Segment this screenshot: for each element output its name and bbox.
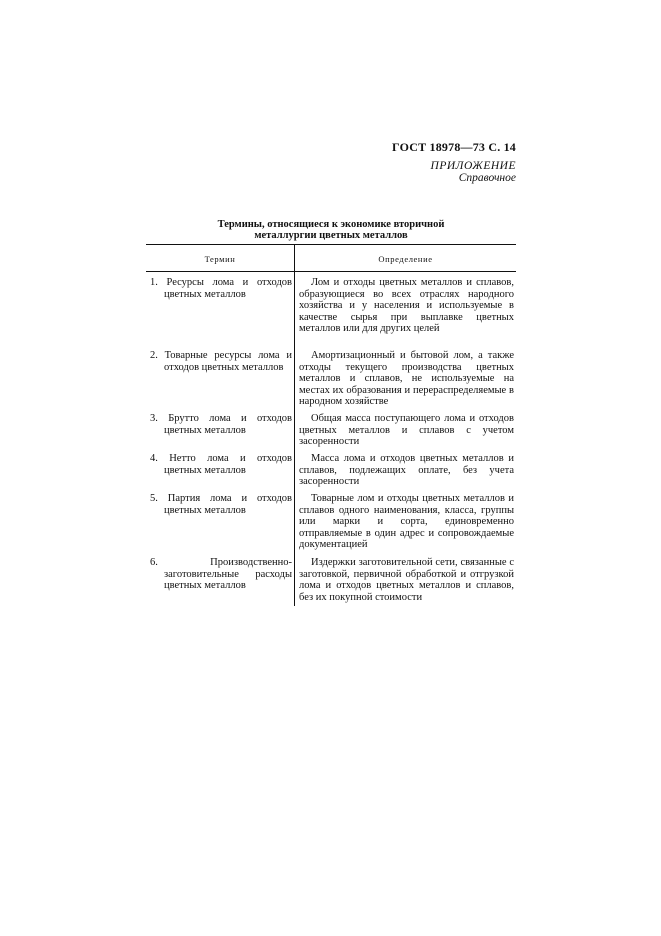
column-divider <box>294 245 295 606</box>
term-4: 4. Нетто лома и отходов цветных металлов <box>150 453 292 476</box>
term-6: 6. Производственно-заготовительные расходы цветных металлов <box>150 557 292 591</box>
definition-3: Общая масса поступающего лома и отходов цветных металлов и сплавов с учетом засоренности <box>299 413 514 447</box>
table-top-rule <box>146 244 516 245</box>
table-title <box>146 219 516 241</box>
table-title-line-1: Термины, относящиеся к экономике вторичной <box>217 219 445 230</box>
term-3: 3. Брутто лома и отходов цветных металлов <box>150 413 292 436</box>
term-5: 5. Партия лома и отходов цветных металлов <box>150 493 292 516</box>
page-header: ГОСТ 18978—73 С. 14 <box>392 140 516 154</box>
table-title-line-2: металлургии цветных металлов <box>254 230 408 241</box>
appendix-title: ПРИЛОЖЕНИЕ <box>430 160 516 172</box>
definition-2: Амортизационный и бытовой лом, а также отходы текущего производства цветных металлов и сплавов, не используемые на местах их образования и перераспределяемые в народном хозяйстве <box>299 350 514 407</box>
appendix-subtitle: Справочное <box>458 172 516 184</box>
appendix-label <box>431 160 516 184</box>
term-1: 1. Ресурсы лома и отходов цветных металлов <box>150 277 292 300</box>
column-header-terms: Термин <box>204 254 236 264</box>
column-header-definitions: Определение <box>378 254 433 264</box>
definition-4: Масса лома и отходов цветных металлов и сплавов, подлежащих оплате, без учета засоренности <box>299 453 514 487</box>
definition-1: Лом и отходы цветных металлов и сплавов, образующиеся во всех отраслях народного хозяйства и у населения и используемые в качестве сырья при выплавке цветных металлов или для других целей <box>299 277 514 334</box>
definition-6: Издержки заготовительной сети, связанные с заготовкой, первичной обработкой и отгрузкой лома и отходов цветных металлов и сплавов, без их покупной стоимости <box>299 557 514 603</box>
definition-5: Товарные лом и отходы цветных металлов и сплавов одного наименования, класса, группы или марки и сорта, единовременно отправляемые в один адрес и сопровождаемые документацией <box>299 493 514 550</box>
term-2: 2. Товарные ресурсы лома и отходов цветных металлов <box>150 350 292 373</box>
table-header-rule <box>146 271 516 272</box>
